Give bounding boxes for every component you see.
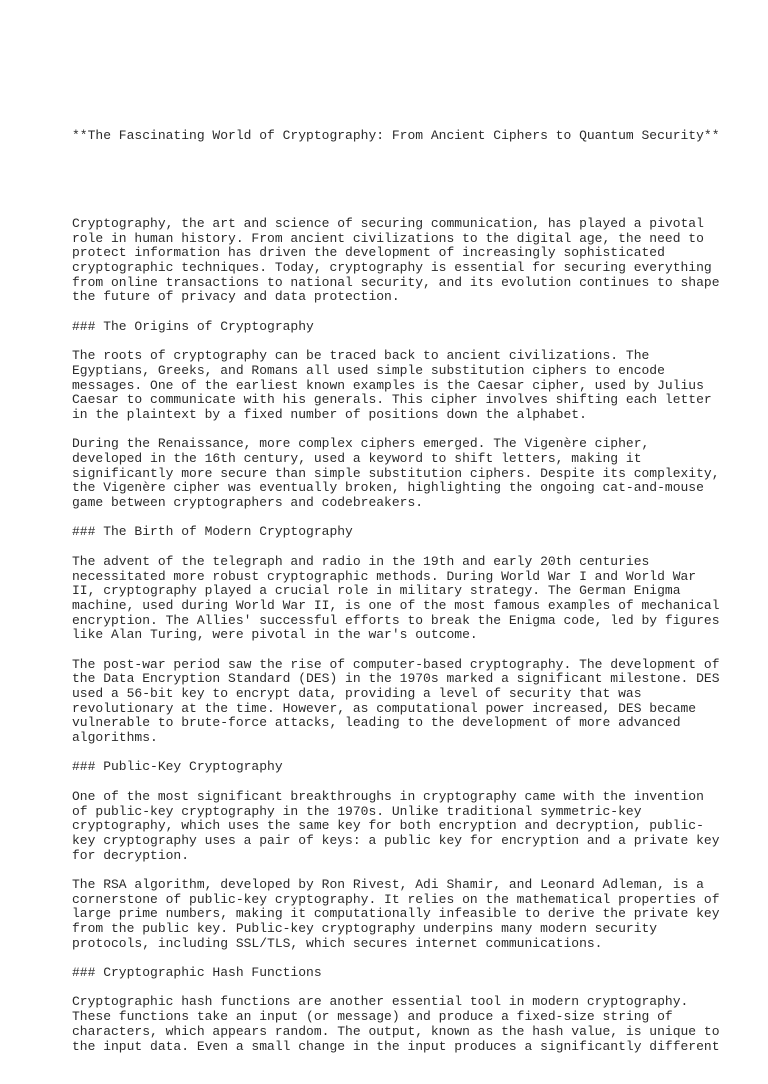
section-heading [72,525,732,540]
document-title [72,99,732,173]
text-line: significantly more secure than simple substitution ciphers. Despite its complexity, [72,465,720,481]
text-line: role in human history. From ancient civilizations to the digital age, the need to [72,230,704,246]
section-heading [72,966,732,981]
text-line: Cryptography, the art and science of securing communication, has played a pivotal [72,216,704,231]
text-line: the future of privacy and data protection. [72,289,400,305]
text-line: machine, used during World War II, is one of the most famous examples of mechanical [72,597,720,613]
title-line: **The Fascinating World of Cryptography: From Ancient Ciphers to Quantum Security** [72,127,720,143]
text-line: One of the most significant breakthroughs in cryptography came with the invention [72,788,704,804]
paragraph [72,437,732,510]
text-line: like Alan Turing, were pivotal in the war's outcome. [72,627,478,643]
text-line: cryptography, which uses the same key for both encryption and decryption, public- [72,818,704,834]
paragraph [72,555,732,643]
text-line: II, cryptography played a crucial role in military strategy. The German Enigma [72,583,681,599]
text-line: ### Cryptographic Hash Functions [72,965,322,981]
text-line: developed in the 16th century, used a keyword to shift letters, making it [72,451,642,466]
text-line: messages. One of the earliest known examples is the Caesar cipher, used by Julius [72,377,704,393]
text-line: from the public key. Public-key cryptography underpins many modern security [72,921,658,936]
text-line: encryption. The Allies' successful efforts to break the Enigma code, led by figures [72,612,720,628]
text-line: of public-key cryptography in the 1970s. Unlike traditional symmetric-key [72,803,642,819]
text-line: the Data Encryption Standard (DES) in the 1970s marked a significant milestone. DES [72,671,720,687]
text-line: in the plaintext by a fixed number of positions down the alphabet. [72,406,587,422]
text-line: vulnerable to brute-force attacks, leading to the development of more advanced [72,715,681,731]
paragraph [72,878,732,951]
text-line: revolutionary at the time. However, as computational power increased, DES became [72,700,697,716]
text-line: The post-war period saw the rise of computer-based cryptography. The development of [72,656,720,672]
text-line: the Vigenère cipher was eventually broken, highlighting the ongoing cat-and-mouse [72,480,704,496]
text-line: key cryptography uses a pair of keys: a public key for encryption and a private key [72,832,720,848]
text-line: ### The Birth of Modern Cryptography [72,524,353,540]
text-line: protocols, including SSL/TLS, which secures internet communications. [72,935,603,951]
paragraph [72,995,732,1054]
text-line: These functions take an input (or message) and produce a fixed-size string of [72,1009,673,1025]
text-line: used a 56-bit key to encrypt data, providing a level of security that was [72,686,642,701]
text-line: characters, which appears random. The output, known as the hash value, is unique to [72,1023,720,1039]
text-line: The roots of cryptography can be traced back to ancient civilizations. The [72,348,650,364]
text-line: ### The Origins of Cryptography [72,318,314,334]
text-line: cryptographic techniques. Today, cryptography is essential for securing everything [72,260,712,276]
text-line: protect information has driven the development of increasingly sophisticated [72,245,665,261]
text-line: Cryptographic hash functions are another essential tool in modern cryptography. [72,994,689,1010]
text-line: Caesar to communicate with his generals. This cipher involves shifting each letter [72,392,712,408]
text-line: the input data. Even a small change in the input produces a significantly different [72,1038,720,1054]
paragraph [72,790,732,863]
text-line: for decryption. [72,847,190,863]
text-line: cornerstone of public-key cryptography. It relies on the mathematical properties of [72,891,720,907]
text-line: Egyptians, Greeks, and Romans all used simple substitution ciphers to encode [72,362,665,378]
text-line: large prime numbers, making it computationally infeasible to derive the private key [72,906,720,922]
paragraph [72,217,732,305]
text-line: game between cryptographers and codebreakers. [72,495,424,511]
document-body [72,217,732,1054]
paragraph [72,658,732,746]
section-heading [72,760,732,775]
text-line: from online transactions to national security, and its evolution continues to shape [72,274,720,290]
text-line: ### Public-Key Cryptography [72,759,283,775]
text-line: The advent of the telegraph and radio in the 19th and early 20th centuries [72,553,650,569]
document-page [72,70,732,1084]
section-heading [72,320,732,335]
text-line: necessitated more robust cryptographic methods. During World War I and World War [72,568,697,584]
text-line: During the Renaissance, more complex ciphers emerged. The Vigenère cipher, [72,436,650,452]
text-line: The RSA algorithm, developed by Ron Rivest, Adi Shamir, and Leonard Adleman, is a [72,876,704,892]
paragraph [72,349,732,422]
text-line: algorithms. [72,730,158,746]
